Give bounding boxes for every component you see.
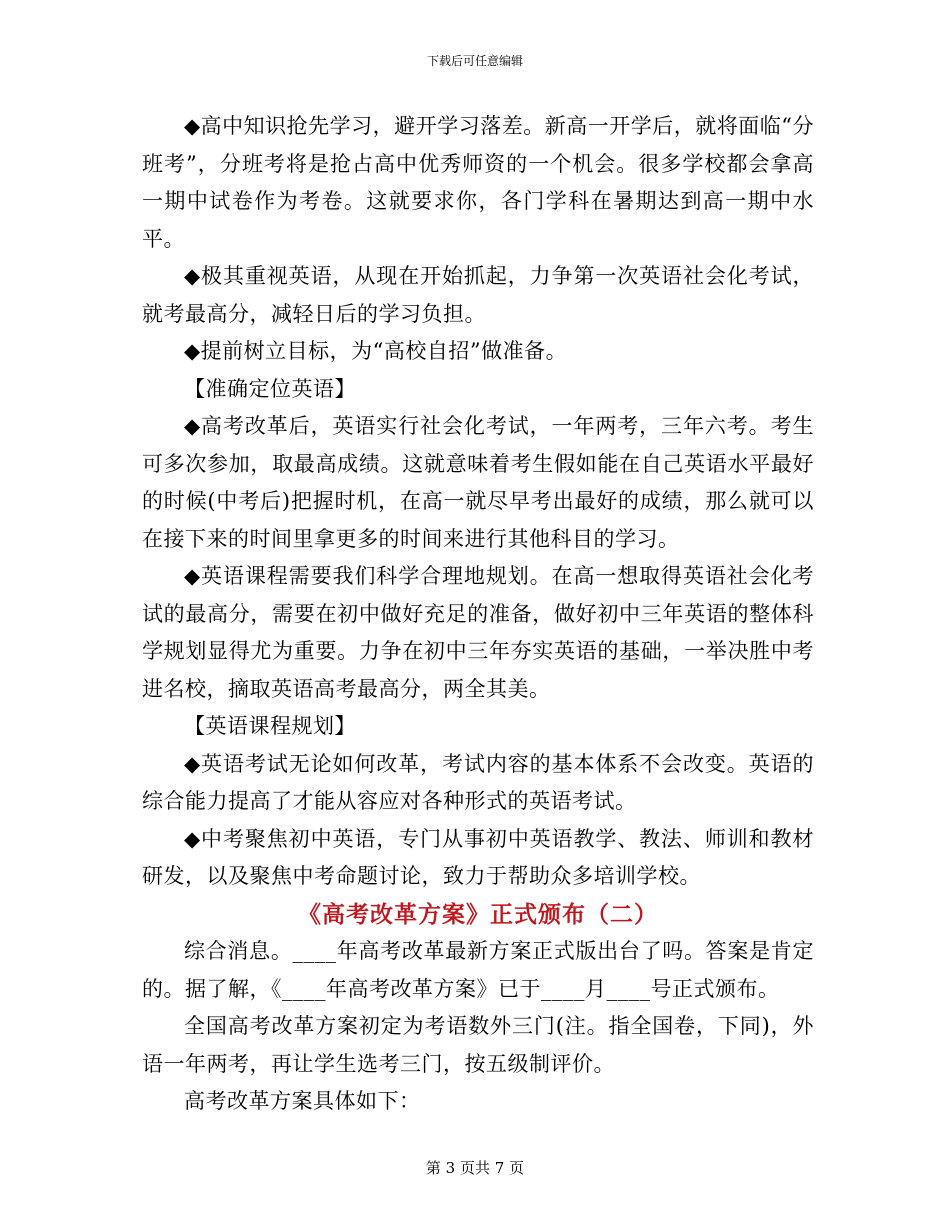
paragraph-3: ◆提前树立目标，为“高校自招”做准备。 [184, 339, 568, 363]
paragraph-6: ◆英语考试无论如何改革，考试内容的基本体系不会改变。英语的综合能力提高了才能从容应对各种形式的英语考试。 [142, 751, 814, 813]
section-paragraph-2: 全国高考改革方案初定为考语数外三门(注。指全国卷，下同)，外语一年两考，再让学生选考三门，按五级制评价。 [142, 1014, 814, 1076]
paragraph-2: ◆极其重视英语，从现在开始抓起，力争第一次英语社会化考试，就考最高分，减轻日后的学习负担。 [142, 264, 814, 326]
section-paragraph-3: 高考改革方案具体如下： [184, 1089, 421, 1113]
subheading-english-positioning: 【准确定位英语】 [184, 376, 356, 401]
page-footer: 第 3 页共 7 页 [425, 1159, 525, 1177]
paragraph-5: ◆英语课程需要我们科学合理地规划。在高一想取得英语社会化考试的最高分，需要在初中做好充足的准备，做好初中三年英语的整体科学规划显得尤为重要。力争在初中三年夯实英语的基础，一举决胜中考进名校，摘取英语高考最高分，两全其美。 [142, 564, 814, 701]
paragraph-4: ◆高考改革后，英语实行社会化考试，一年两考，三年六考。考生可多次参加，取最高成绩。这就意味着考生假如能在自己英语水平最好的时候(中考后)把握时机，在高一就尽早考出最好的成绩，那么就可以在接下来的时间里拿更多的时间来进行其他科目的学习。 [142, 414, 814, 551]
document-body [142, 108, 814, 1121]
subheading-english-course-plan: 【英语课程规划】 [184, 714, 356, 738]
paragraph-1: ◆高中知识抢先学习，避开学习落差。新高一开学后，就将面临“分班考”，分班考将是抢占高中优秀师资的一个机会。很多学校都会拿高一期中试卷作为考卷。这就要求你，各门学科在暑期达到高一期中水平。 [142, 114, 814, 251]
page-header: 下载后可任意编辑 [426, 54, 523, 68]
section-title: 《高考改革方案》正式颁布（二） [298, 900, 658, 928]
section-paragraph-1: 综合消息。____年高考改革最新方案正式版出台了吗。答案是肯定的。据了解，《____年高考改革方案》已于____月____号正式颁布。 [142, 939, 814, 1001]
paragraph-7: ◆中考聚焦初中英语，专门从事初中英语教学、教法、师训和教材研发，以及聚焦中考命题讨论，致力于帮助众多培训学校。 [142, 826, 814, 888]
